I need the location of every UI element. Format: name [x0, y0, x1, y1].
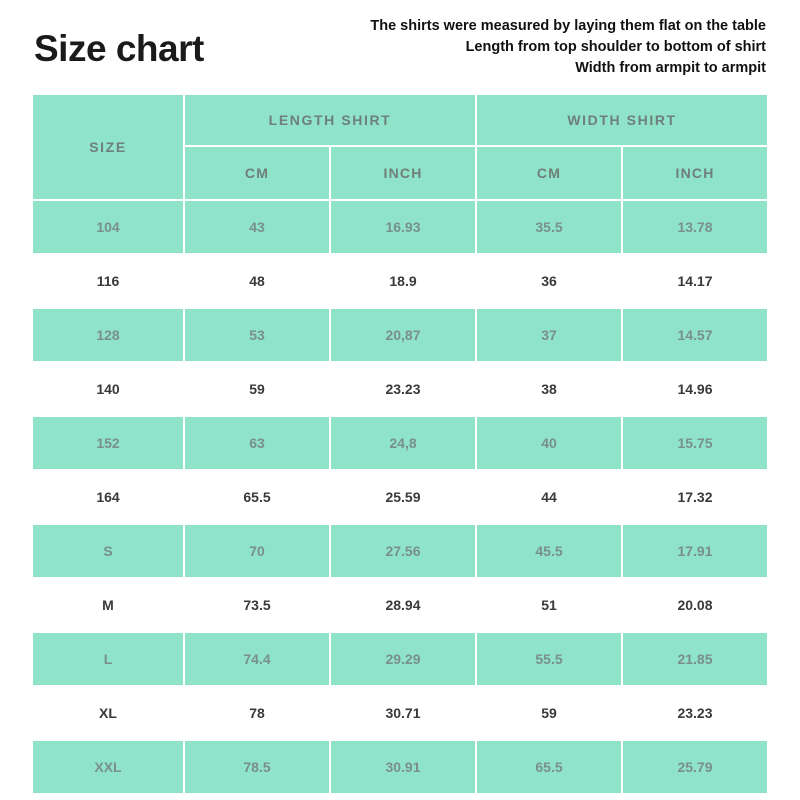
cell-width-cm: 55.5	[477, 633, 621, 685]
cell-size: XL	[33, 687, 183, 739]
table-head-row-groups	[33, 95, 767, 145]
cell-length-cm: 43	[185, 201, 329, 253]
cell-length-inch: 27.56	[331, 525, 475, 577]
cell-length-inch: 24,8	[331, 417, 475, 469]
table-row	[33, 741, 767, 793]
column-group-header-length: LENGTH SHIRT	[185, 95, 475, 145]
cell-length-cm: 74.4	[185, 633, 329, 685]
cell-size: 164	[33, 471, 183, 523]
cell-length-inch: 25.59	[331, 471, 475, 523]
table-row	[33, 201, 767, 253]
column-header-length-inch: INCH	[331, 147, 475, 199]
cell-width-cm: 35.5	[477, 201, 621, 253]
page-title: Size chart	[34, 28, 204, 69]
cell-size: S	[33, 525, 183, 577]
note-line-1: The shirts were measured by laying them flat on the table	[370, 18, 766, 34]
cell-length-inch: 20,87	[331, 309, 475, 361]
column-header-size: SIZE	[33, 95, 183, 199]
cell-size: 140	[33, 363, 183, 415]
cell-width-inch: 21.85	[623, 633, 767, 685]
cell-width-cm: 40	[477, 417, 621, 469]
cell-width-cm: 65.5	[477, 741, 621, 793]
cell-width-cm: 59	[477, 687, 621, 739]
cell-length-inch: 18.9	[331, 255, 475, 307]
cell-length-cm: 70	[185, 525, 329, 577]
cell-length-cm: 59	[185, 363, 329, 415]
cell-width-inch: 14.96	[623, 363, 767, 415]
page-header	[0, 0, 800, 79]
cell-width-cm: 37	[477, 309, 621, 361]
cell-width-cm: 38	[477, 363, 621, 415]
cell-size: 152	[33, 417, 183, 469]
size-chart-table	[31, 93, 769, 795]
cell-size: M	[33, 579, 183, 631]
cell-length-inch: 23.23	[331, 363, 475, 415]
note-line-2: Length from top shoulder to bottom of shirt	[465, 39, 766, 56]
cell-width-cm: 45.5	[477, 525, 621, 577]
table-row	[33, 255, 767, 307]
table-row	[33, 579, 767, 631]
cell-width-inch: 17.32	[623, 471, 767, 523]
cell-length-inch: 30.71	[331, 687, 475, 739]
cell-width-inch: 25.79	[623, 741, 767, 793]
cell-length-cm: 53	[185, 309, 329, 361]
table-head	[33, 95, 767, 199]
cell-width-inch: 14.17	[623, 255, 767, 307]
table-row	[33, 525, 767, 577]
column-header-length-cm: CM	[185, 147, 329, 199]
cell-length-inch: 16.93	[331, 201, 475, 253]
cell-length-cm: 73.5	[185, 579, 329, 631]
cell-length-cm: 48	[185, 255, 329, 307]
column-header-width-cm: CM	[477, 147, 621, 199]
cell-size: 128	[33, 309, 183, 361]
table-row	[33, 363, 767, 415]
cell-length-cm: 78	[185, 687, 329, 739]
cell-width-inch: 20.08	[623, 579, 767, 631]
cell-size: 104	[33, 201, 183, 253]
cell-length-inch: 29.29	[331, 633, 475, 685]
cell-size: XXL	[33, 741, 183, 793]
table-row	[33, 309, 767, 361]
note-line-3: Width from armpit to armpit	[575, 60, 766, 77]
table-row	[33, 633, 767, 685]
cell-width-cm: 51	[477, 579, 621, 631]
cell-size: L	[33, 633, 183, 685]
table-row	[33, 471, 767, 523]
cell-width-inch: 17.91	[623, 525, 767, 577]
cell-width-inch: 23.23	[623, 687, 767, 739]
cell-length-cm: 63	[185, 417, 329, 469]
cell-length-cm: 78.5	[185, 741, 329, 793]
cell-length-inch: 28.94	[331, 579, 475, 631]
table-row	[33, 687, 767, 739]
column-group-header-width: WIDTH SHIRT	[477, 95, 767, 145]
cell-size: 116	[33, 255, 183, 307]
cell-width-cm: 44	[477, 471, 621, 523]
cell-width-cm: 36	[477, 255, 621, 307]
cell-width-inch: 15.75	[623, 417, 767, 469]
cell-length-cm: 65.5	[185, 471, 329, 523]
table-body	[33, 201, 767, 793]
measurement-notes	[370, 14, 766, 79]
cell-width-inch: 14.57	[623, 309, 767, 361]
column-header-width-inch: INCH	[623, 147, 767, 199]
cell-width-inch: 13.78	[623, 201, 767, 253]
cell-length-inch: 30.91	[331, 741, 475, 793]
table-row	[33, 417, 767, 469]
